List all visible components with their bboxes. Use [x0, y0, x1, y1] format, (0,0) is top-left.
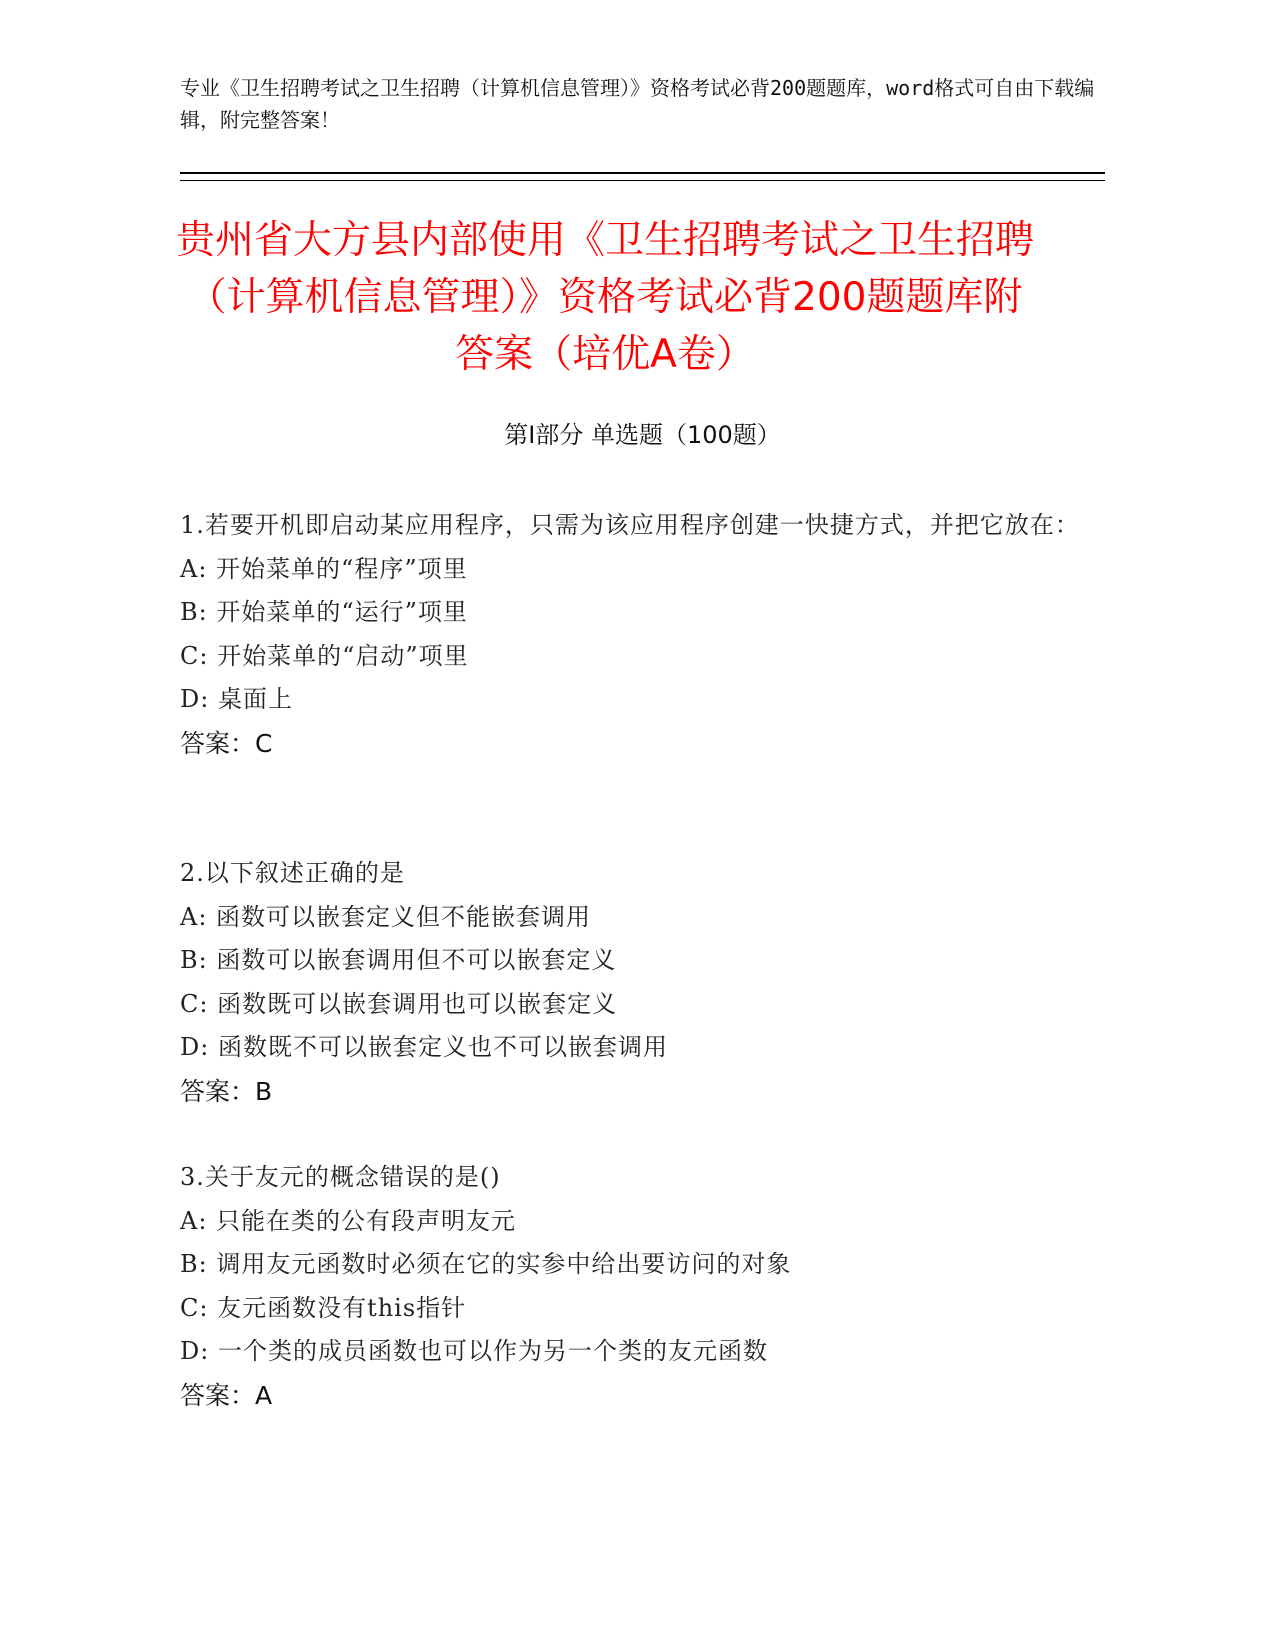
header-divider-thin [180, 180, 1105, 181]
answer: 答案：A [180, 1380, 273, 1410]
question-stem: 1.若要开机即启动某应用程序，只需为该应用程序创建一快捷方式，并把它放在： [180, 511, 1080, 539]
option-a: A: 函数可以嵌套定义但不能嵌套调用 [180, 902, 592, 931]
option-d: D: 函数既不可以嵌套定义也不可以嵌套调用 [180, 1033, 668, 1061]
document-title: 贵州省大方县内部使用《卫生招聘考试之卫生招聘（计算机信息管理）》资格考试必背200题题库附答案（培优A卷） [175, 218, 1034, 377]
option-a: A: 只能在类的公有段声明友元 [180, 1206, 517, 1235]
option-c: C: 开始菜单的“启动”项里 [180, 641, 469, 670]
header-divider-thick [180, 172, 1105, 174]
answer: 答案：C [180, 728, 273, 758]
option-d: D: 桌面上 [180, 685, 293, 713]
option-b: B: 函数可以嵌套调用但不可以嵌套定义 [180, 946, 617, 974]
question-3 [180, 1156, 1110, 1417]
question-stem: 3.关于友元的概念错误的是() [180, 1163, 501, 1191]
option-b: B: 调用友元函数时必须在它的实参中给出要访问的对象 [180, 1250, 792, 1278]
option-a: A: 开始菜单的“程序”项里 [180, 554, 468, 583]
header-note: 专业《卫生招聘考试之卫生招聘（计算机信息管理）》资格考试必背200题题库，word格式可自由下载编辑，附完整答案！ [180, 76, 1095, 132]
option-c: C: 函数既可以嵌套调用也可以嵌套定义 [180, 989, 618, 1018]
question-2 [180, 852, 1110, 1113]
option-d: D: 一个类的成员函数也可以作为另一个类的友元函数 [180, 1337, 768, 1365]
question-1 [180, 504, 1110, 765]
option-b: B: 开始菜单的“运行”项里 [180, 598, 468, 626]
section-title: 第Ⅰ部分 单选题（100题） [504, 421, 781, 449]
answer: 答案：B [180, 1076, 273, 1106]
option-c: C: 友元函数没有this指针 [180, 1293, 467, 1322]
question-stem: 2.以下叙述正确的是 [180, 859, 405, 887]
